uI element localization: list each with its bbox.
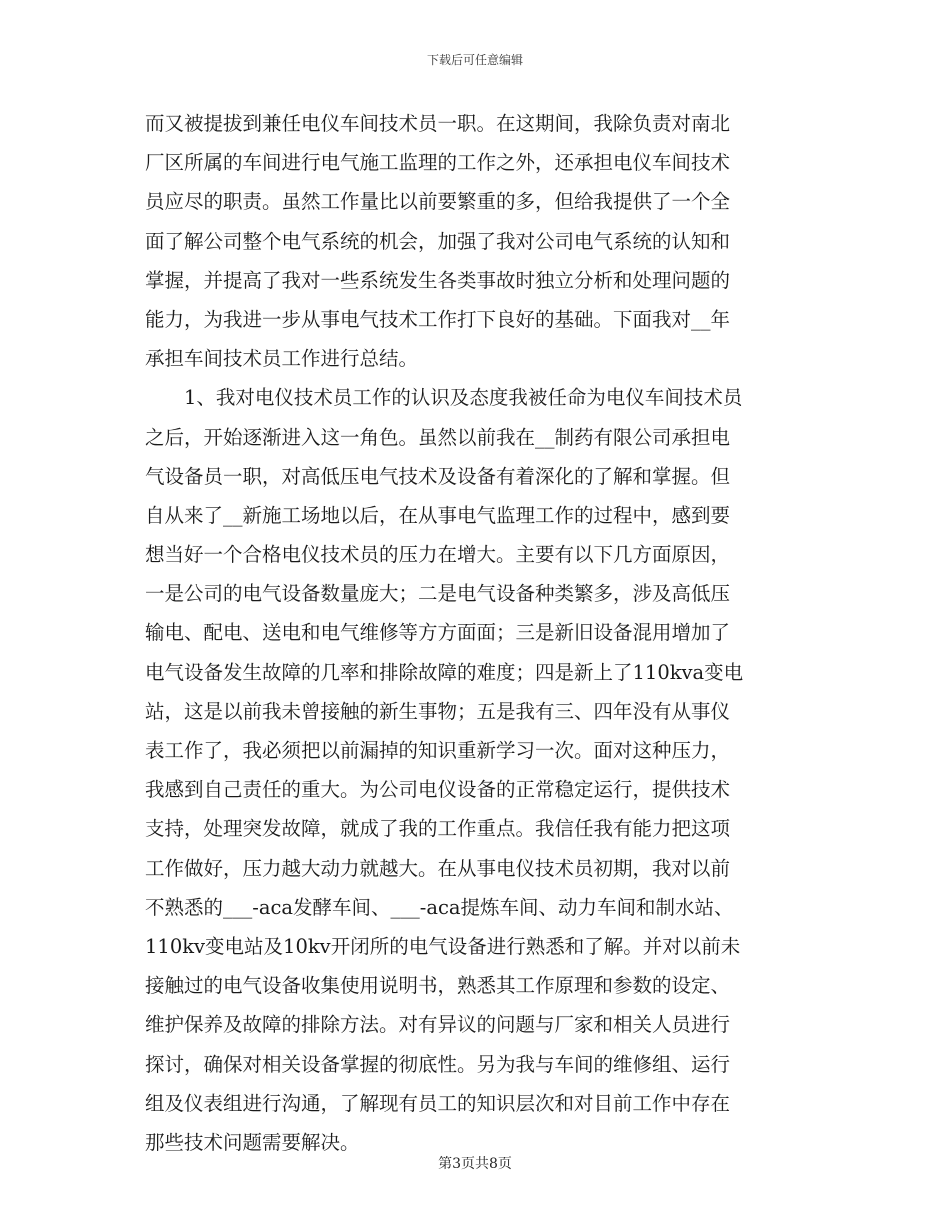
text-line: 接触过的电气设备收集使用说明书，熟悉其工作原理和参数的设定、 (145, 974, 731, 998)
text-line: 我感到自己责任的重大。为公司电仪设备的正常稳定运行，提供技术 (145, 778, 731, 802)
text-line: 面了解公司整个电气系统的机会，加强了我对公司电气系统的认知和 (145, 229, 731, 253)
text-line: 员应尽的职责。虽然工作量比以前要繁重的多，但给我提供了一个全 (145, 190, 731, 214)
text-line: 一是公司的电气设备数量庞大；二是电气设备种类繁多，涉及高低压 (145, 582, 731, 606)
text-line: 110kv变电站及10kv开闭所的电气设备进行熟悉和了解。并对以前未 (145, 934, 741, 958)
text-line: 那些技术问题需要解决。 (145, 1130, 360, 1154)
text-line: 探讨，确保对相关设备掌握的彻底性。另为我与车间的维修组、运行 (145, 1052, 731, 1076)
text-line: 1、我对电仪技术员工作的认识及态度我被任命为电仪车间技术员 (145, 386, 743, 410)
text-line: 站，这是以前我未曾接触的新生事物；五是我有三、四年没有从事仪 (145, 699, 731, 723)
text-line: 气设备员一职，对高低压电气技术及设备有着深化的了解和掌握。但 (145, 464, 731, 488)
page-header: 下载后可任意编辑 (426, 53, 523, 67)
text-line: 想当好一个合格电仪技术员的压力在增大。主要有以下几方面原因， (145, 543, 731, 567)
text-line: 组及仪表组进行沟通，了解现有员工的知识层次和对目前工作中存在 (145, 1091, 731, 1115)
text-line: 支持，处理突发故障，就成了我的工作重点。我信任我有能力把这项 (145, 817, 731, 841)
document-body (145, 104, 825, 1162)
text-line: 自从来了__新施工场地以后，在从事电气监理工作的过程中，感到要 (145, 503, 731, 527)
text-line: 输电、配电、送电和电气维修等方方面面；三是新旧设备混用增加了 (145, 621, 731, 645)
text-line: 厂区所属的车间进行电气施工监理的工作之外，还承担电仪车间技术 (145, 151, 731, 175)
text-line: 能力，为我进一步从事电气技术工作打下良好的基础。下面我对__年 (145, 307, 731, 331)
text-line: 掌握，并提高了我对一些系统发生各类事故时独立分析和处理问题的 (145, 268, 731, 292)
text-line: 不熟悉的___-aca发酵车间、___-aca提炼车间、动力车间和制水站、 (145, 895, 734, 919)
text-line: 承担车间技术员工作进行总结。 (145, 347, 419, 371)
text-line: 工作做好，压力越大动力就越大。在从事电仪技术员初期，我对以前 (145, 856, 731, 880)
text-line: 之后，开始逐渐进入这一角色。虽然以前我在__制药有限公司承担电 (145, 425, 731, 449)
text-line: 表工作了，我必须把以前漏掉的知识重新学习一次。面对这种压力， (145, 739, 731, 762)
text-line: 电气设备发生故障的几率和排除故障的难度；四是新上了110kva变电 (145, 660, 744, 684)
text-line: 维护保养及故障的排除方法。对有异议的问题与厂家和相关人员进行 (145, 1013, 731, 1037)
page-number: 第3页共8页 (438, 1156, 512, 1172)
text-line: 而又被提拔到兼任电仪车间技术员一职。在这期间，我除负责对南北 (145, 112, 731, 135)
